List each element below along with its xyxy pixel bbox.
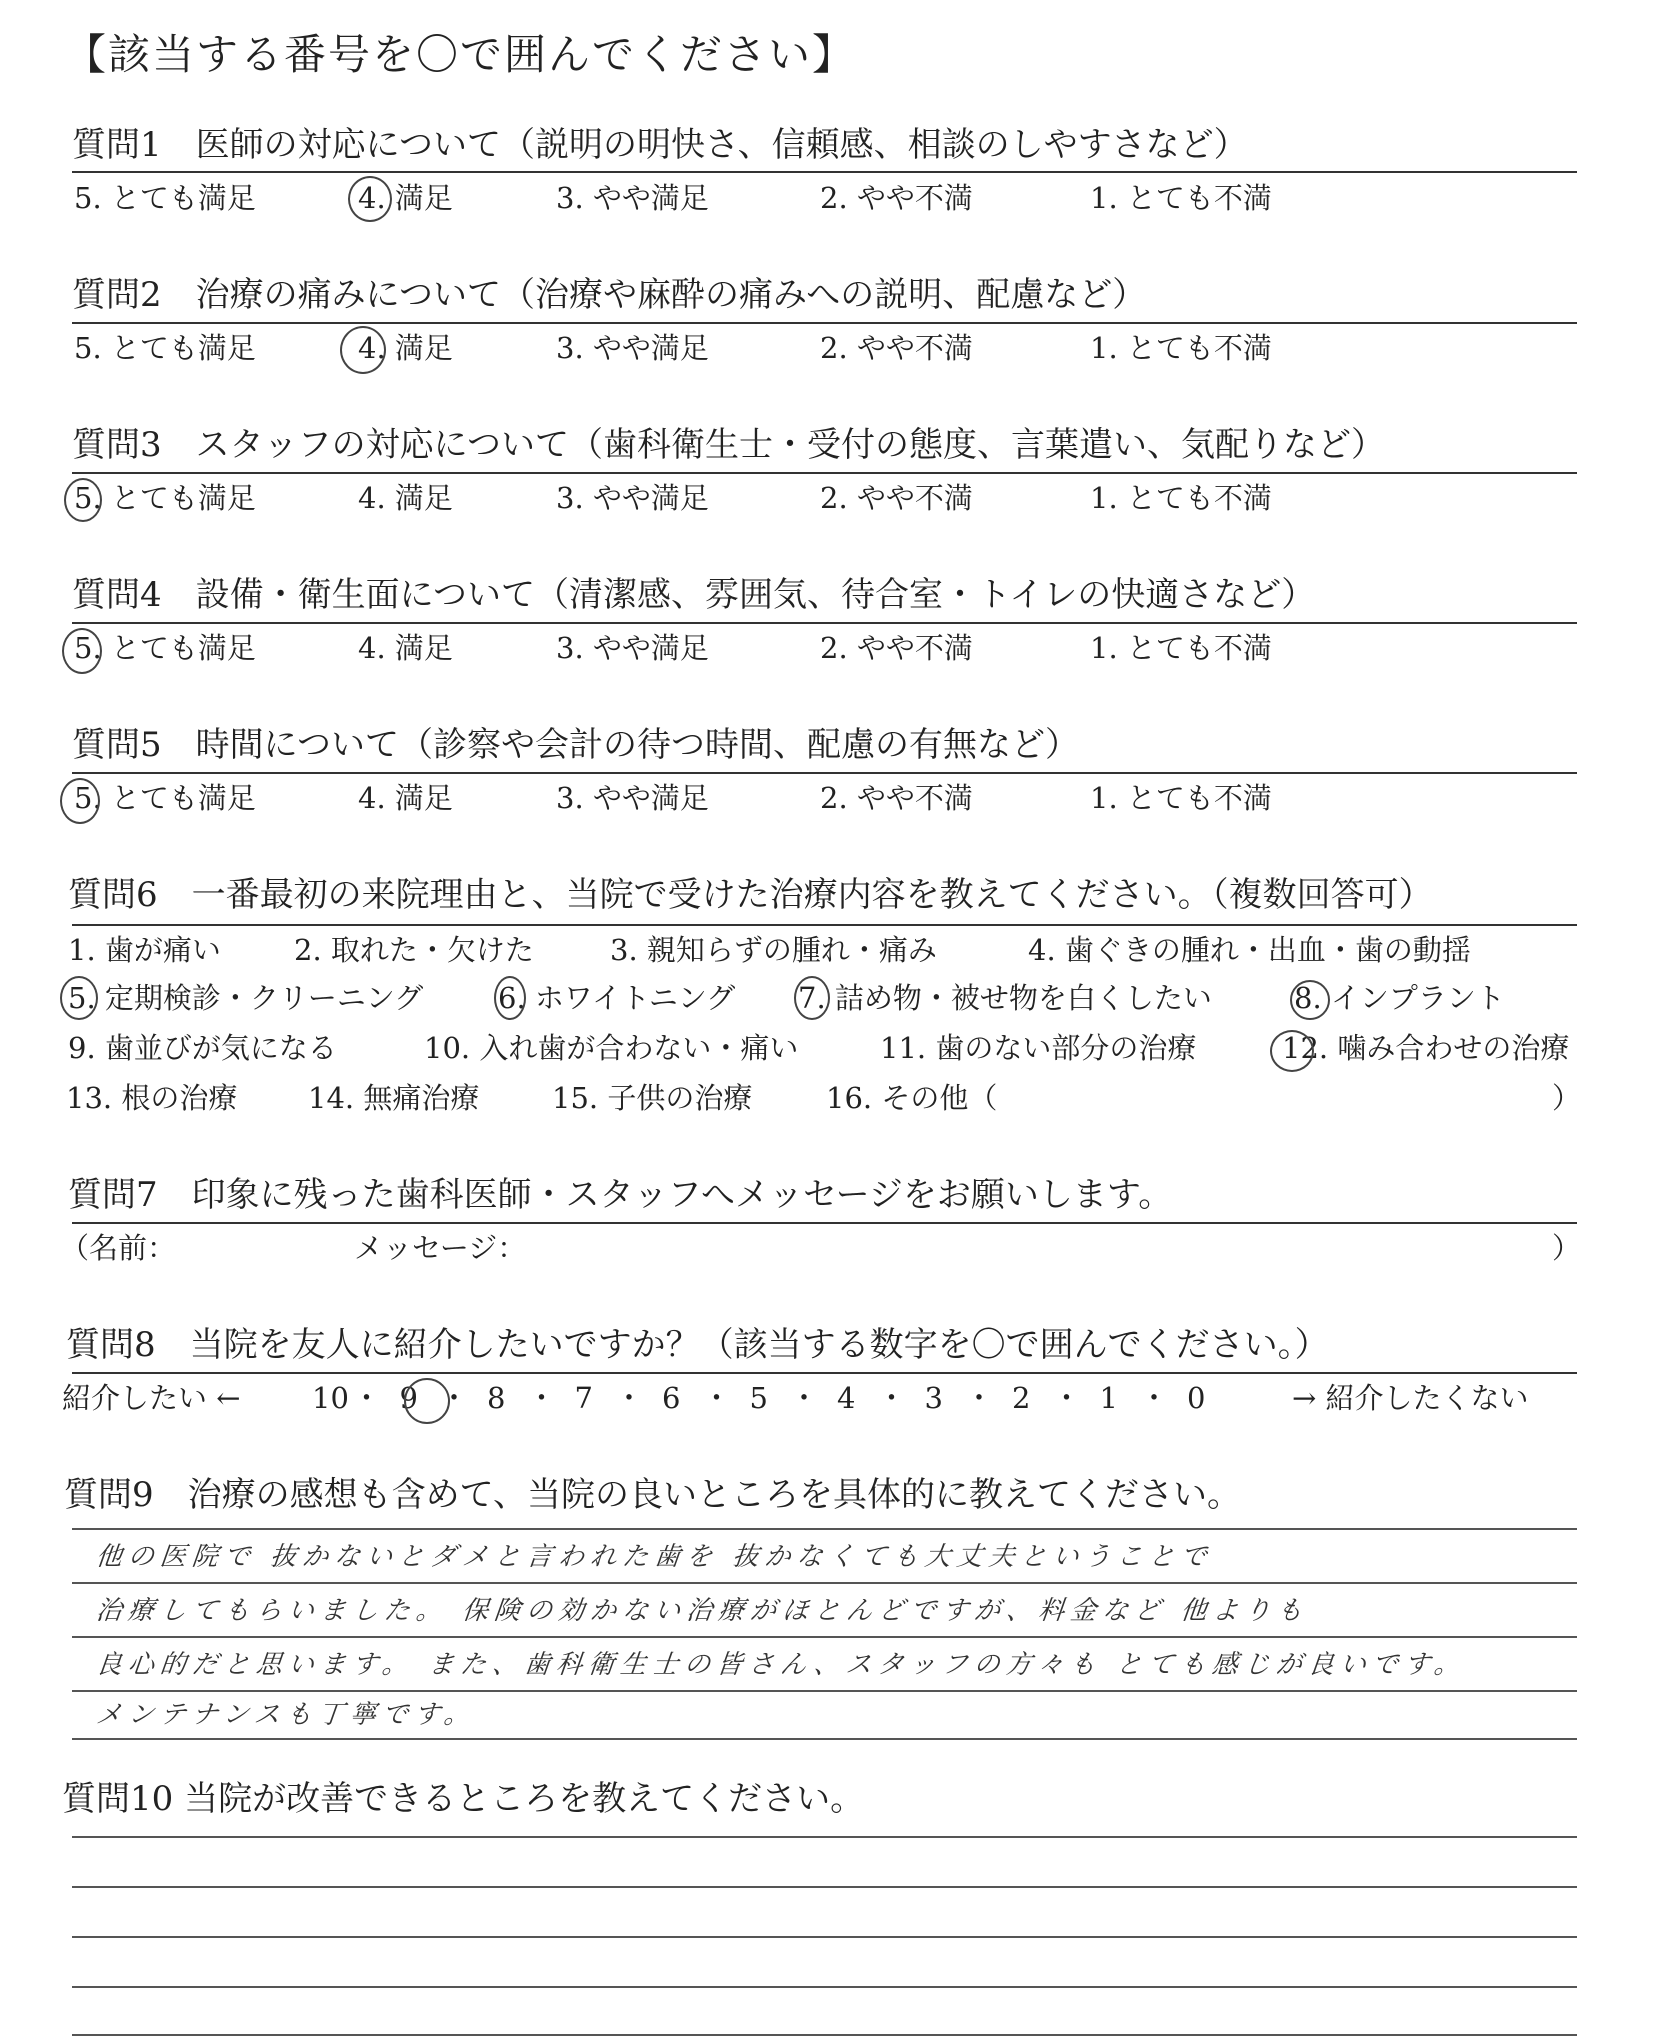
question-7-title: 質問7 印象に残った歯科医師・スタッフへメッセージをお願いします。 — [68, 1175, 1173, 1215]
q6-item-3[interactable]: 3. 親知らずの腫れ・痛み — [610, 933, 937, 967]
q8-answer-circle — [404, 1378, 450, 1424]
q8-scale-separator: ・ — [1052, 1381, 1082, 1415]
q9-line-3 — [72, 1636, 1577, 1638]
q2-option-2[interactable]: 2. やや不満 — [820, 331, 973, 365]
q9-line-1 — [72, 1528, 1577, 1530]
q3-option-4[interactable]: 4. 満足 — [358, 481, 453, 515]
q6-item-5[interactable]: 5. 定期検診・クリーニング — [68, 981, 424, 1015]
question-8-title: 質問8 当院を友人に紹介したいですか？（該当する数字を〇で囲んでください。） — [66, 1325, 1329, 1365]
q3-option-1[interactable]: 1. とても不満 — [1090, 481, 1272, 515]
q5-option-1[interactable]: 1. とても不満 — [1090, 781, 1272, 815]
q9-answer-line-3[interactable]: 良心的だと思います。 また、歯科衛生士の皆さん、スタッフの方々も とても感じが良いです。 — [94, 1650, 1468, 1680]
q6-item-4[interactable]: 4. 歯ぐきの腫れ・出血・歯の動揺 — [1028, 933, 1471, 967]
q5-option-3[interactable]: 3. やや満足 — [556, 781, 709, 815]
q2-option-5[interactable]: 5. とても満足 — [74, 331, 256, 365]
q6-item-7[interactable]: 7. 詰め物・被せ物を白くしたい — [798, 981, 1212, 1015]
q2-option-1[interactable]: 1. とても不満 — [1090, 331, 1272, 365]
question-6-title: 質問6 一番最初の来院理由と、当院で受けた治療内容を教えてください。（複数回答可） — [68, 875, 1433, 915]
question-10-title: 質問10 当院が改善できるところを教えてください。 — [62, 1779, 865, 1819]
q5-option-5[interactable]: 5. とても満足 — [74, 781, 256, 815]
q8-scale-separator: ・ — [789, 1381, 819, 1415]
q10-line-4 — [72, 1986, 1577, 1988]
q9-line-5 — [72, 1738, 1577, 1740]
q6-item-13[interactable]: 13. 根の治療 — [66, 1081, 238, 1115]
q10-line-1 — [72, 1836, 1577, 1838]
page-title: 【該当する番号を〇で囲んでください】 — [64, 30, 857, 79]
q6-item-16[interactable]: 16. その他（ — [826, 1081, 998, 1115]
q8-scale-separator: ・ — [877, 1381, 907, 1415]
q1-option-5[interactable]: 5. とても満足 — [74, 181, 256, 215]
q10-line-5 — [72, 2034, 1577, 2036]
q5-option-4[interactable]: 4. 満足 — [358, 781, 453, 815]
q1-option-2[interactable]: 2. やや不満 — [820, 181, 973, 215]
q8-scale-0[interactable]: 0 — [1187, 1381, 1206, 1415]
q7-message-label: メッセージ： — [354, 1231, 527, 1265]
q3-answer-circle — [64, 478, 102, 522]
q1-option-1[interactable]: 1. とても不満 — [1090, 181, 1272, 215]
q3-option-3[interactable]: 3. やや満足 — [556, 481, 709, 515]
q6-item-5-circle — [60, 976, 98, 1020]
question-7-rule — [72, 1222, 1577, 1224]
q6-item-11[interactable]: 11. 歯のない部分の治療 — [880, 1031, 1197, 1065]
q4-option-2[interactable]: 2. やや不満 — [820, 631, 973, 665]
q6-item-12-circle — [1270, 1030, 1314, 1072]
q6-item-8[interactable]: 8. インプラント — [1294, 981, 1505, 1015]
q7-name-label: （名前： — [60, 1231, 177, 1265]
question-4-title: 質問4 設備・衛生面について（清潔感、雰囲気、待合室・トイレの快適さなど） — [72, 575, 1316, 615]
q6-item-8-circle — [1290, 980, 1330, 1020]
q1-answer-circle — [348, 176, 392, 222]
q3-option-2[interactable]: 2. やや不満 — [820, 481, 973, 515]
question-5-title: 質問5 時間について（診察や会計の待つ時間、配慮の有無など） — [72, 725, 1079, 765]
q9-answer-line-2[interactable]: 治療してもらいました。 保険の効かない治療がほとんどですが、料金など 他よりも — [94, 1596, 1311, 1626]
q1-option-4[interactable]: 4. 満足 — [358, 181, 453, 215]
q4-option-3[interactable]: 3. やや満足 — [556, 631, 709, 665]
question-8-rule — [72, 1372, 1577, 1374]
q8-scale-separator: ・ — [439, 1381, 469, 1415]
q8-scale-2[interactable]: 2 — [1012, 1381, 1031, 1415]
q6-item-12[interactable]: 12. 噛み合わせの治療 — [1282, 1031, 1570, 1065]
q2-answer-circle — [340, 326, 386, 374]
q4-option-4[interactable]: 4. 満足 — [358, 631, 453, 665]
q8-scale-separator: ・ — [702, 1381, 732, 1415]
q9-line-4 — [72, 1690, 1577, 1692]
q10-line-3 — [72, 1936, 1577, 1938]
q6-item-9[interactable]: 9. 歯並びが気になる — [68, 1031, 337, 1065]
q2-option-4[interactable]: 4. 満足 — [358, 331, 453, 365]
question-2-rule — [72, 322, 1577, 324]
q8-scale-separator: ・ — [1139, 1381, 1169, 1415]
q7-close-paren: ） — [1552, 1231, 1582, 1265]
q8-scale-separator: ・ — [352, 1381, 382, 1415]
question-6-rule — [72, 924, 1577, 926]
q5-option-2[interactable]: 2. やや不満 — [820, 781, 973, 815]
q8-scale-8[interactable]: 8 — [487, 1381, 506, 1415]
q8-scale-separator: ・ — [964, 1381, 994, 1415]
q5-answer-circle — [60, 778, 100, 824]
q8-scale-5[interactable]: 5 — [749, 1381, 768, 1415]
q1-option-3[interactable]: 3. やや満足 — [556, 181, 709, 215]
q10-line-2 — [72, 1886, 1577, 1888]
q6-item-1[interactable]: 1. 歯が痛い — [68, 933, 221, 967]
question-3-rule — [72, 472, 1577, 474]
q9-answer-line-1[interactable]: 他の医院で 抜かないとダメと言われた歯を 抜かなくても大丈夫ということで — [94, 1542, 1215, 1572]
q4-answer-circle — [62, 628, 102, 674]
question-2-title: 質問2 治療の痛みについて（治療や麻酔の痛みへの説明、配慮など） — [72, 275, 1147, 315]
q9-line-2 — [72, 1582, 1577, 1584]
q8-scale-7[interactable]: 7 — [574, 1381, 593, 1415]
q2-option-3[interactable]: 3. やや満足 — [556, 331, 709, 365]
q6-item-10[interactable]: 10. 入れ歯が合わない・痛い — [424, 1031, 799, 1065]
q6-item-2[interactable]: 2. 取れた・欠けた — [294, 933, 534, 967]
q8-left-label: 紹介したい ← — [62, 1381, 241, 1415]
q4-option-5[interactable]: 5. とても満足 — [74, 631, 256, 665]
question-5-rule — [72, 772, 1577, 774]
q8-scale-3[interactable]: 3 — [924, 1381, 943, 1415]
q8-scale-separator: ・ — [527, 1381, 557, 1415]
q6-item-15[interactable]: 15. 子供の治療 — [552, 1081, 753, 1115]
q6-item-6-circle — [494, 976, 526, 1020]
q3-option-5[interactable]: 5. とても満足 — [74, 481, 256, 515]
question-3-title: 質問3 スタッフの対応について（歯科衛生士・受付の態度、言葉遣い、気配りなど） — [72, 425, 1385, 465]
q8-scale-separator: ・ — [614, 1381, 644, 1415]
q8-scale-10[interactable]: 10 — [312, 1381, 349, 1415]
q8-scale-6[interactable]: 6 — [662, 1381, 681, 1415]
question-4-rule — [72, 622, 1577, 624]
q6-other-close-paren: ） — [1552, 1081, 1582, 1115]
q8-scale-9[interactable]: 9 — [399, 1381, 418, 1415]
question-1-rule — [72, 171, 1577, 173]
question-1-title: 質問1 医師の対応について（説明の明快さ、信頼感、相談のしやすさなど） — [72, 125, 1248, 165]
question-9-title: 質問9 治療の感想も含めて、当院の良いところを具体的に教えてください。 — [64, 1475, 1241, 1515]
q9-answer-line-4[interactable]: メンテナンスも丁寧です。 — [94, 1700, 478, 1730]
q6-item-7-circle — [794, 976, 830, 1020]
q6-item-6[interactable]: 6. ホワイトニング — [498, 981, 736, 1015]
q6-item-14[interactable]: 14. 無痛治療 — [308, 1081, 480, 1115]
q8-scale-1[interactable]: 1 — [1099, 1381, 1118, 1415]
q4-option-1[interactable]: 1. とても不満 — [1090, 631, 1272, 665]
q8-right-label: → 紹介したくない — [1292, 1381, 1529, 1415]
q8-scale-4[interactable]: 4 — [837, 1381, 856, 1415]
